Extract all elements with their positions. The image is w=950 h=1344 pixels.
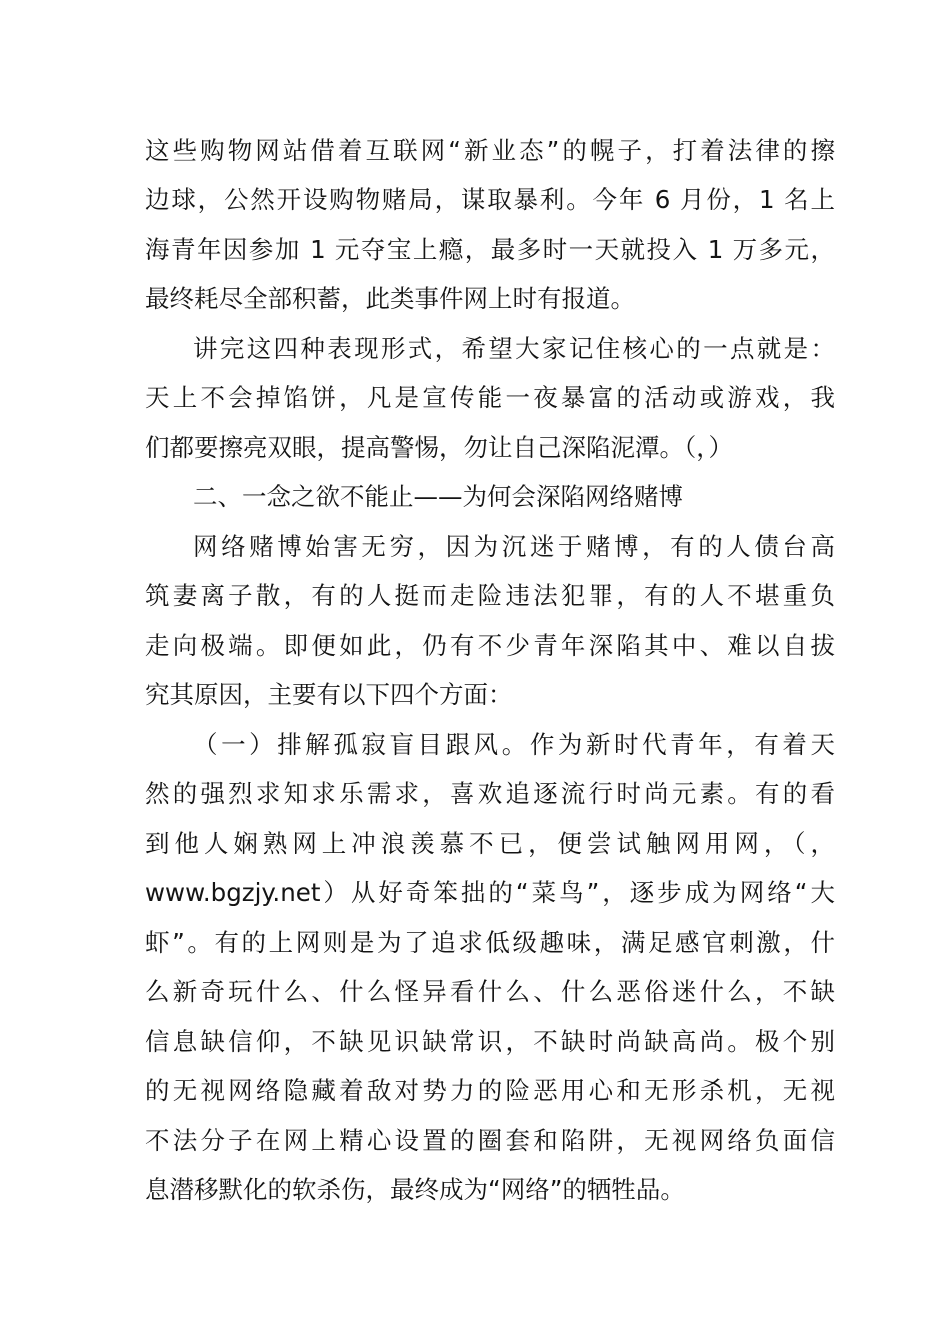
text-line: 网络赌博始害无穷，因为沉迷于赌博，有的人债台高 [193, 532, 835, 561]
text-line: 走向极端。即便如此，仍有不少青年深陷其中、难以自拔 [145, 631, 835, 660]
text-line: 们都要擦亮双眼，提高警惕，勿让自己深陷泥潭。（，） [145, 433, 733, 462]
text-line: 筑妻离子散，有的人挺而走险违法犯罪，有的人不堪重负 [145, 581, 835, 610]
text-line: 不法分子在网上精心设置的圈套和陷阱，无视网络负面信 [145, 1126, 835, 1155]
text-line: 这些购物网站借着互联网“新业态”的幌子，打着法律的擦 [145, 136, 835, 165]
text-line: 讲完这四种表现形式，希望大家记住核心的一点就是： [193, 334, 835, 363]
text-line: （一）排解孤寂盲目跟风。作为新时代青年，有着天 [193, 730, 835, 759]
text-line: 么新奇玩什么、什么怪异看什么、什么恶俗迷什么，不缺 [145, 977, 835, 1006]
text-line: 最终耗尽全部积蓄，此类事件网上时有报道。 [145, 284, 635, 313]
text-line: 然的强烈求知求乐需求，喜欢追逐流行时尚元素。有的看 [145, 779, 835, 808]
text-line: 到他人娴熟网上冲浪羡慕不已，便尝试触网用网，（， [145, 829, 835, 858]
text-line: 天上不会掉馅饼，凡是宣传能一夜暴富的活动或游戏，我 [145, 383, 835, 412]
text-line: www.bgzjy.net）从好奇笨拙的“菜鸟”，逐步成为网络“大 [145, 878, 835, 907]
text-line: 息潜移默化的软杀伤，最终成为“网络”的牺牲品。 [145, 1175, 685, 1204]
text-line: 边球，公然开设购物赌局，谋取暴利。今年 6 月份，1 名上 [145, 185, 835, 214]
text-line: 究其原因，主要有以下四个方面： [145, 680, 513, 709]
text-line: 信息缺信仰，不缺见识缺常识，不缺时尚缺高尚。极个别 [145, 1027, 835, 1056]
section-heading: 二、一念之欲不能止——为何会深陷网络赌博 [193, 482, 683, 511]
text-line: 虾”。有的上网则是为了追求低级趣味，满足感官刺激，什 [145, 928, 835, 957]
text-line: 海青年因参加 1 元夺宝上瘾，最多时一天就投入 1 万多元， [145, 235, 835, 264]
text-line: 的无视网络隐藏着敌对势力的险恶用心和无形杀机，无视 [145, 1076, 835, 1105]
